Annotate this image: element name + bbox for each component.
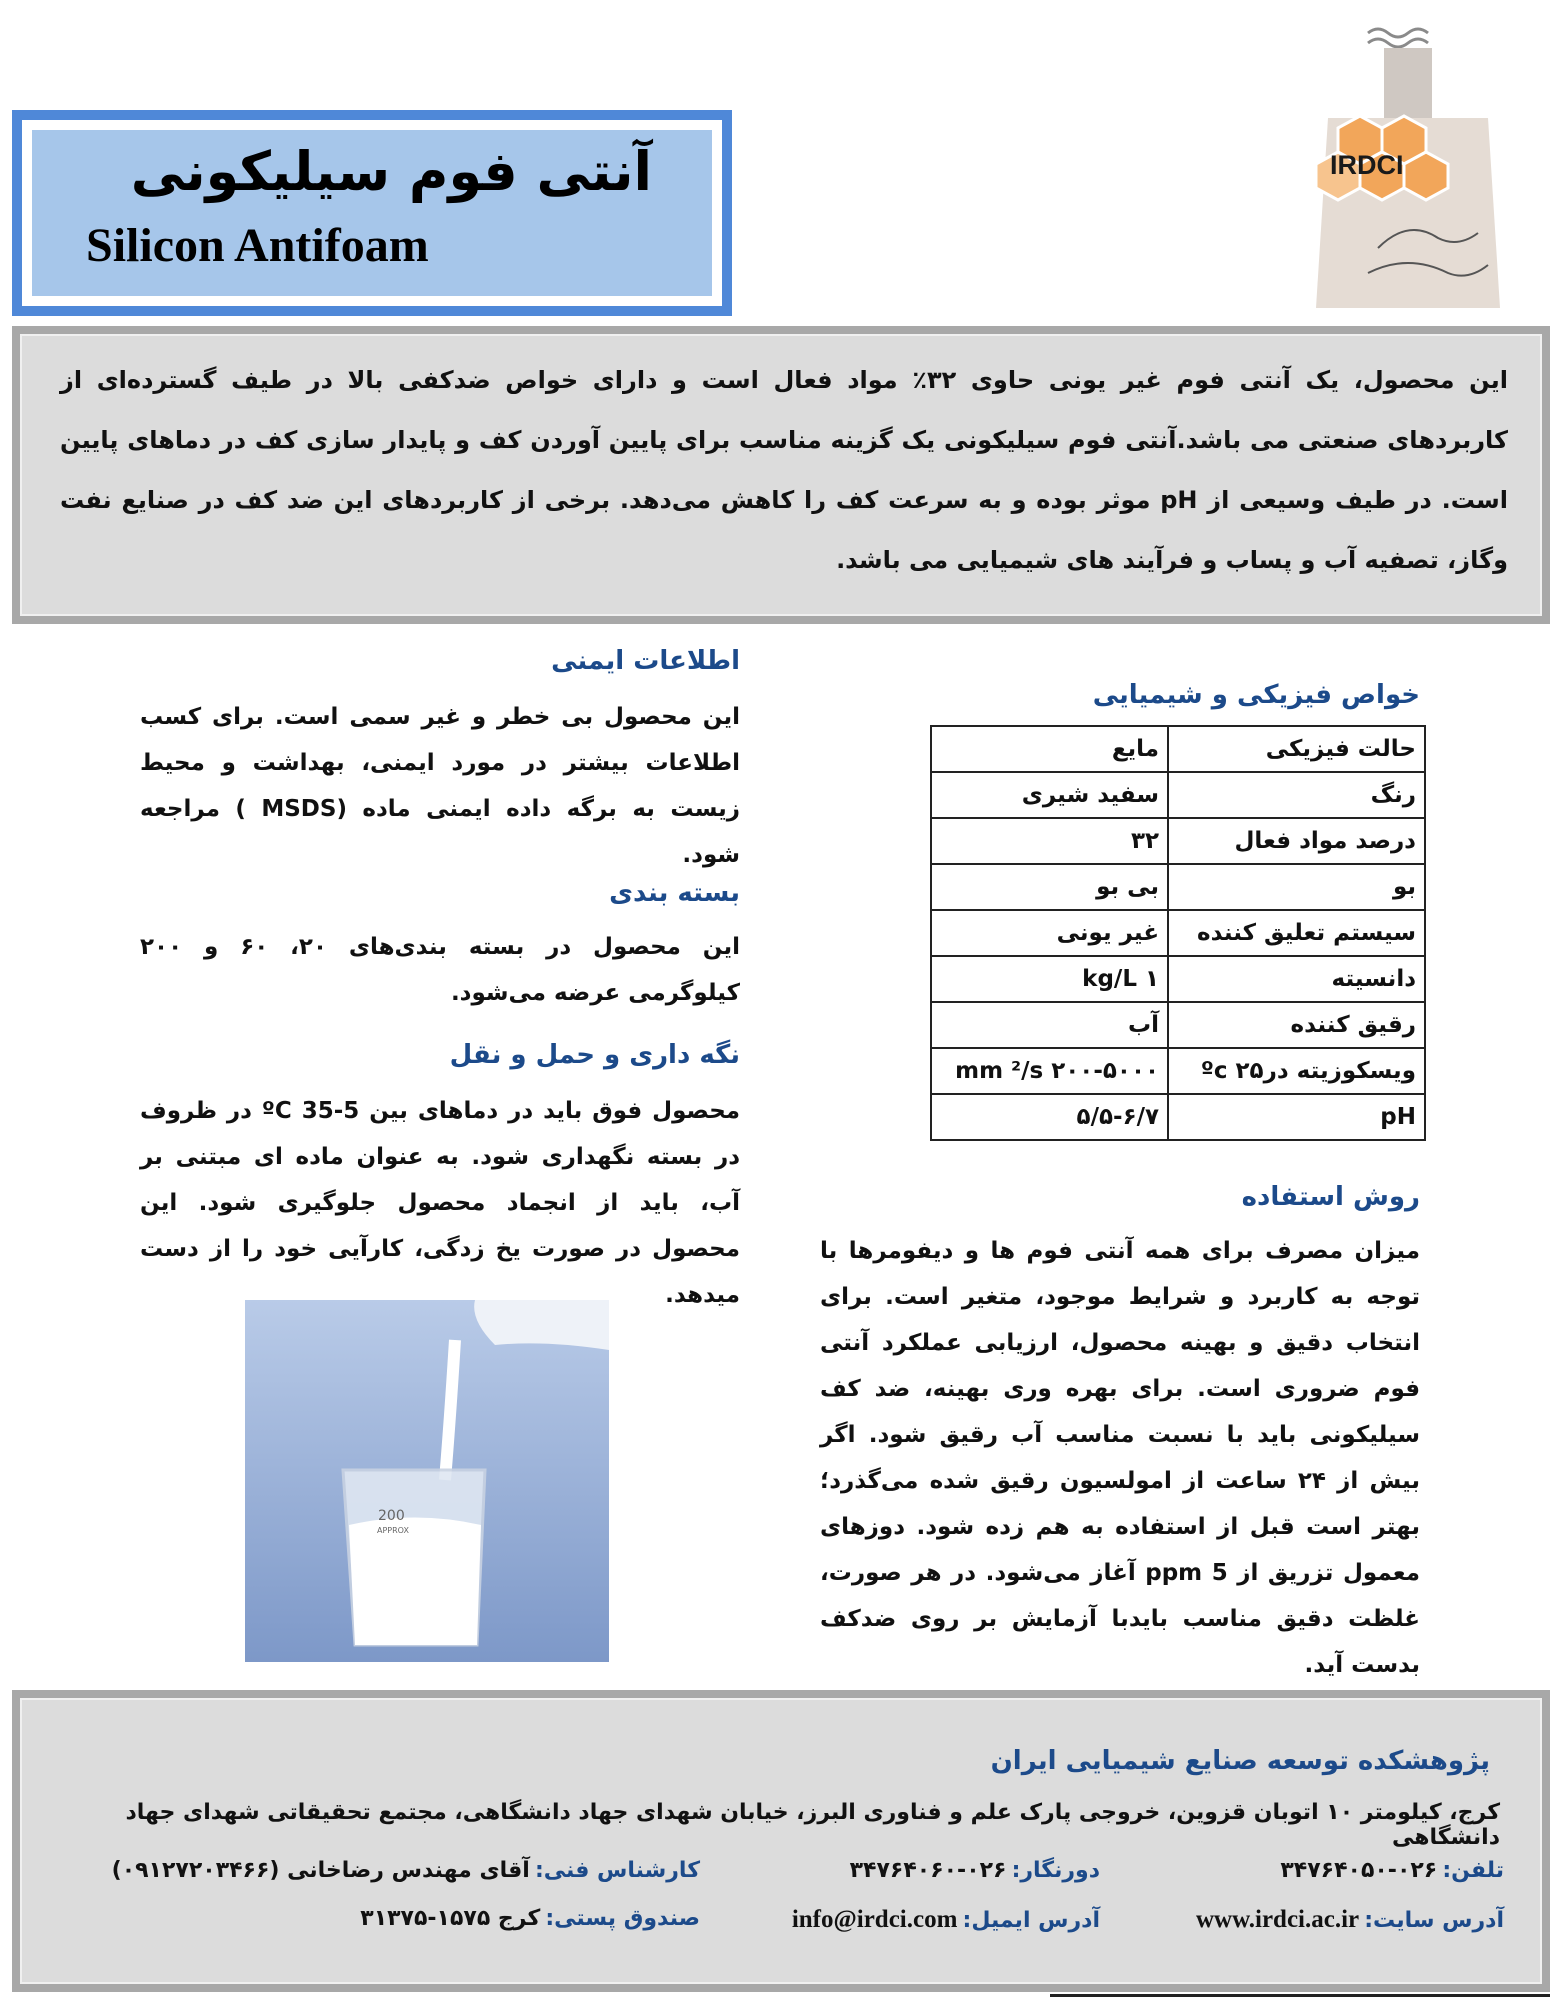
packaging-text: این محصول در بسته بندی‌های ۲۰، ۶۰ و ۲۰۰ کیلوگرمی عرضه می‌شود.	[140, 934, 740, 1006]
table-row	[931, 726, 1425, 772]
footer-phone	[1150, 1858, 1504, 1883]
footer-pobox	[280, 1906, 700, 1931]
footer-fax	[760, 1858, 1100, 1883]
table-row	[931, 1094, 1425, 1140]
property-value: بی بو	[931, 864, 1168, 910]
beaker-label: 200	[378, 1508, 405, 1524]
property-value: ۲۰۰-۵۰۰۰ mm ²/s	[931, 1048, 1168, 1094]
beaker-sublabel: APPROX	[377, 1526, 409, 1535]
fax-value: ۰۲۶-۳۴۷۶۴۰۶۰	[849, 1858, 1007, 1883]
property-value: غیر یونی	[931, 910, 1168, 956]
property-name: رنگ	[1168, 772, 1425, 818]
title-english: Silicon Antifoam	[86, 219, 429, 272]
table-row	[931, 956, 1425, 1002]
safety-heading: اطلاعات ایمنی	[551, 646, 740, 676]
property-value: سفید شیری	[931, 772, 1168, 818]
table-row	[931, 818, 1425, 864]
safety-text: این محصول بی خطر و غیر سمی است. برای کسب اطلاعات بیشتر در مورد ایمنی، بهداشت و محیط زیست به برگه داده ایمنی ماده (MSDS ) مراجعه شود.	[140, 704, 740, 868]
property-name: دانسیته	[1168, 956, 1425, 1002]
pobox-value: کرج ۱۵۷۵-۳۱۳۷۵	[360, 1906, 541, 1931]
phone-value: ۰۲۶-۳۴۷۶۴۰۵۰	[1280, 1858, 1438, 1883]
footer-address: کرج، کیلومتر ۱۰ اتوبان قزوین، خروجی پارک علم و فناوری البرز، خیابان شهدای جهاد دانشگاهی، مجتمع تحقیقاتی شهدای جهاد دانشگاهی	[125, 1800, 1500, 1850]
packaging-heading: بسته بندی	[609, 878, 740, 908]
footer-email	[740, 1906, 1100, 1934]
intro-paragraph: این محصول، یک آنتی فوم غیر یونی حاوی ۳۲٪ مواد فعال است و دارای خواص ضدکفی بالا در طیف گسترده‌ای از کاربردهای صنعتی می باشد.آنتی فوم سیلیکونی یک گزینه مناسب برای پایین آوردن کف و پایدار سازی کف در دماهای پایین است. در طیف وسیعی از pH موثر بوده و به سرعت کف را کاهش می‌دهد. برخی از کاربردهای این ضد کف در صنایع نفت وگاز، تصفیه آب و پساب و فرآیند های شیمیایی می باشد.	[60, 366, 1509, 574]
property-value: ۱ kg/L	[931, 956, 1168, 1002]
table-row	[931, 864, 1425, 910]
logo-wordmark: IRDCI	[1330, 150, 1404, 180]
site-link[interactable]: www.irdci.ac.ir	[1195, 1906, 1360, 1933]
product-photo	[245, 1300, 609, 1662]
table-row	[931, 1048, 1425, 1094]
footer-organization: پژوهشکده توسعه صنایع شیمیایی ایران	[990, 1746, 1490, 1776]
table-row	[931, 910, 1425, 956]
footer-technician	[90, 1858, 700, 1883]
storage-heading: نگه داری و حمل و نقل	[449, 1040, 740, 1070]
site-label: آدرس سایت:	[1364, 1908, 1504, 1933]
property-name: حالت فیزیکی	[1168, 726, 1425, 772]
pobox-label: صندوق پستی:	[545, 1906, 700, 1931]
properties-table	[930, 725, 1426, 1141]
property-value: ۳۲	[931, 818, 1168, 864]
property-name: درصد مواد فعال	[1168, 818, 1425, 864]
usage-heading: روش استفاده	[1241, 1182, 1420, 1212]
email-label: آدرس ایمیل:	[962, 1908, 1100, 1933]
property-name: رقیق کننده	[1168, 1002, 1425, 1048]
property-name: بو	[1168, 864, 1425, 910]
table-row	[931, 1002, 1425, 1048]
property-value: ۵/۵-۶/۷	[931, 1094, 1168, 1140]
property-value: مایع	[931, 726, 1168, 772]
email-link[interactable]: info@irdci.com	[791, 1906, 958, 1933]
fax-label: دورنگار:	[1011, 1858, 1100, 1883]
bottom-divider	[1050, 1994, 1550, 1997]
phone-label: تلفن:	[1442, 1858, 1504, 1883]
tech-label: کارشناس فنی:	[534, 1858, 700, 1883]
property-value: آب	[931, 1002, 1168, 1048]
table-row	[931, 772, 1425, 818]
title-persian: آنتی فوم سیلیکونی	[130, 140, 652, 203]
property-name: سیستم تعلیق کننده	[1168, 910, 1425, 956]
footer-website	[1120, 1906, 1504, 1934]
logo-tagline	[1300, 240, 1500, 241]
properties-heading: خواص فیزیکی و شیمیایی	[1092, 680, 1420, 710]
tech-value: آقای مهندس رضاخانی (۰۹۱۲۷۲۰۳۴۶۶)	[111, 1858, 530, 1883]
property-name: pH	[1168, 1094, 1425, 1140]
property-name: ویسکوزیته در۲۵ ºc	[1168, 1048, 1425, 1094]
storage-text: محصول فوق باید در دماهای بین 5-35 ºC در ظروف در بسته نگهداری شود. به عنوان ماده ای مبتنی بر آب، باید از انجماد محصول جلوگیری شود. این محصول در صورت یخ زدگی، کارآیی خود را از دست میدهد.	[140, 1098, 741, 1308]
usage-text: میزان مصرف برای همه آنتی فوم ها و دیفومرها با توجه به کاربرد و شرایط موجود، متغیر است. برای انتخاب دقیق و بهینه محصول، ارزیابی عملکرد آنتی فوم ضروری است. برای بهره وری بهینه، ضد کف سیلیکونی باید با نسبت مناسب آب رقیق شود. اگر بیش از ۲۴ ساعت از امولسیون رقیق شده می‌گذرد؛ بهتر است قبل از استفاده به هم زده شود. دوزهای معمول تزریق از 5 ppm آغاز می‌شود. در هر صورت، غلظت دقیق مناسب بایدبا آزمایش بر روی ضدکف بدست آید.	[820, 1238, 1420, 1678]
